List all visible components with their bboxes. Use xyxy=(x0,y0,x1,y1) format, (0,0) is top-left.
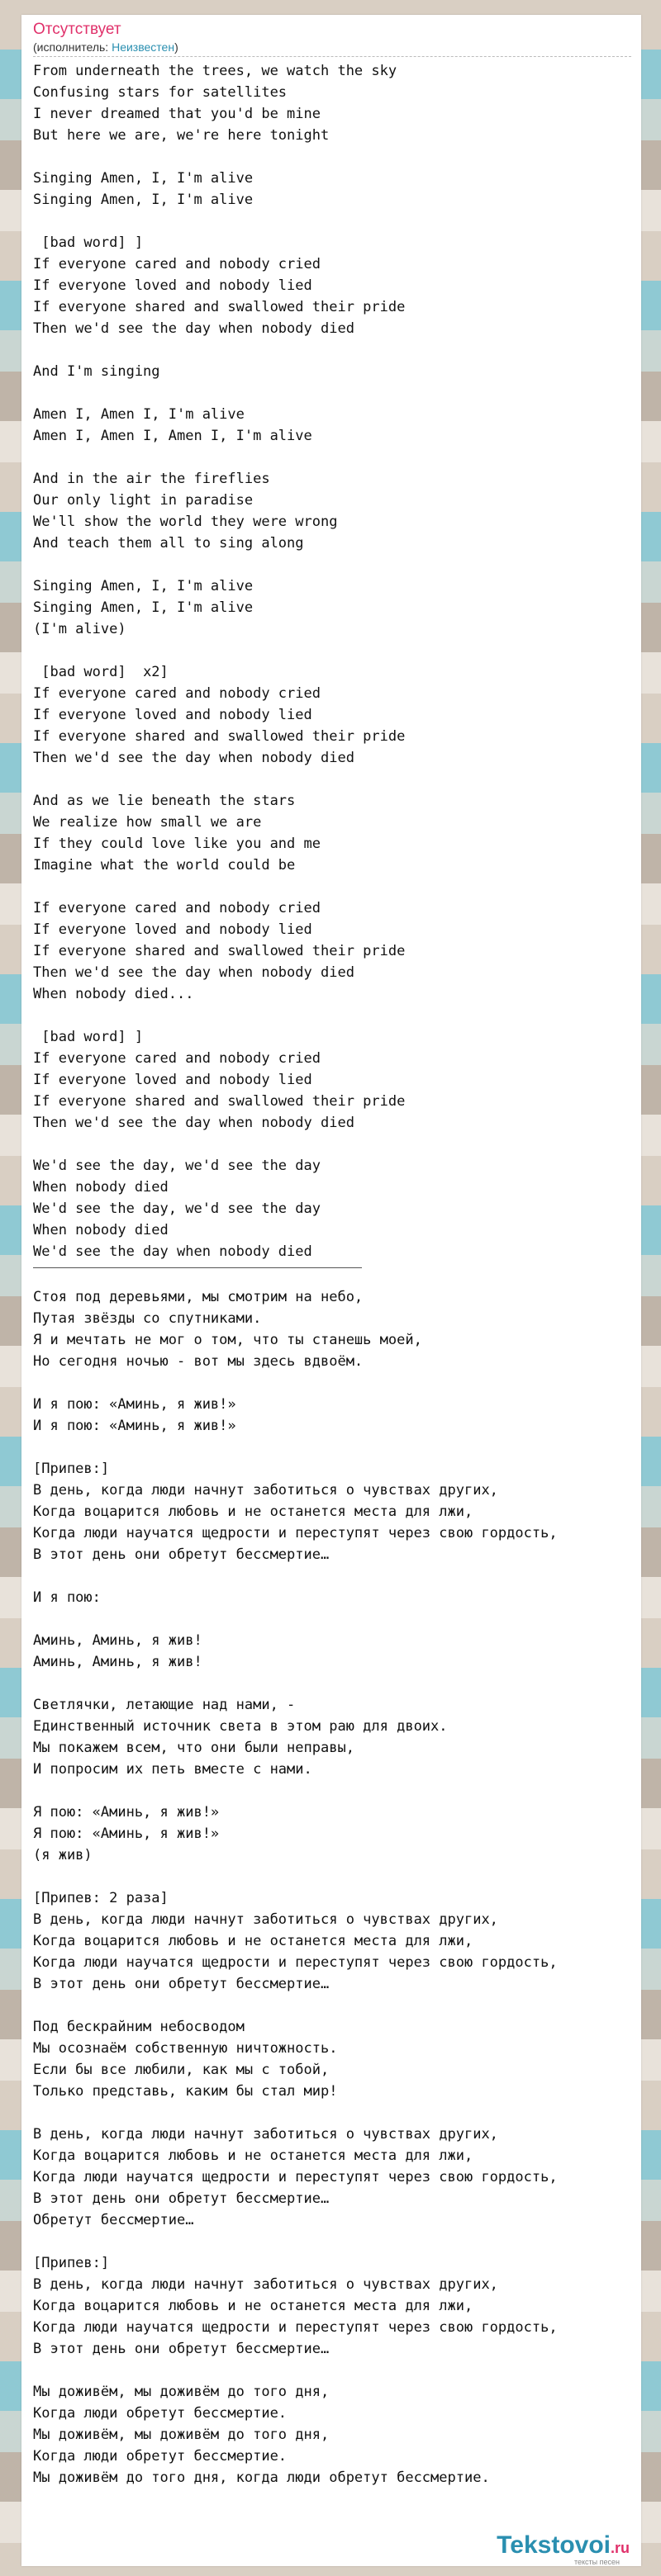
logo-tagline: тексты песен xyxy=(573,2558,620,2566)
logo-tld: .ru xyxy=(610,2540,630,2556)
artist-prefix: (исполнитель: xyxy=(33,40,112,54)
artist-suffix: ) xyxy=(174,40,178,54)
artist-link[interactable]: Неизвестен xyxy=(112,40,175,54)
lyrics-original: From underneath the trees, we watch the sky Confusing stars for satellites I never dreamed that you'd be mine But here we are, we're here tonight Singing Amen, I, I'm alive Singing Amen, I, I'm alive [bad word] ] If everyone cared and nobody cried If everyone loved and nobody lied If everyone shared and swallowed their pride Then we'd see the day when nobody died And I'm singing Amen I, Amen I, I'm alive Amen I, Amen I, Amen I, I'm alive And in the air the fireflies Our only light in paradise We'll show the world they were wrong And teach them all to sing along Singing Amen, I, I'm alive Singing Amen, I, I'm alive (I'm alive) [bad word] x2] If everyone cared and nobody cried If everyone loved and nobody lied If everyone shared and swallowed their pride Then we'd see the day when nobody died And as we lie beneath the stars We realize how small we are If they could love like you and me Imagine what the world could be If everyone cared and nobody cried If everyone loved and nobody lied If everyone shared and swallowed their pride Then we'd see the day when nobody died When nobody died... [bad word] ] If everyone cared and nobody cried If everyone loved and nobody lied If everyone shared and swallowed their pride Then we'd see the day when nobody died We'd see the day, we'd see the day When nobody died We'd see the day, we'd see the day When nobody died We'd see the day when nobody died xyxy=(33,63,406,1260)
translation-divider xyxy=(33,1267,362,1268)
artist-line xyxy=(33,40,631,57)
song-title: Отсутствует xyxy=(33,21,121,38)
lyrics-translation: Стоя под деревьями, мы смотрим на небо, Путая звёзды со спутниками. Я и мечтать не мог о том, что ты станешь моей, Но сегодня ночью - вот мы здесь вдвоём. И я пою: «Аминь, я жив!» И я пою: «Аминь, я жив!» [Припев:] В день, когда люди начнут заботиться о чувствах других, Когда воцарится любовь и не останется места для лжи, Когда люди научатся щедрости и переступят через свою гордость, В этот день они обретут бессмертие… И я пою: Аминь, Аминь, я жив! Аминь, Аминь, я жив! Светлячки, летающие над нами, - Единственный источник света в этом раю для двоих. Мы покажем всем, что они были неправы, И попросим их петь вместе с нами. Я пою: «Аминь, я жив!» Я пою: «Аминь, я жив!» (я жив) [Припев: 2 раза] В день, когда люди начнут заботиться о чувствах других, Когда воцарится любовь и не останется места для лжи, Когда люди научатся щедрости и переступят через свою гордость, В этот день они обретут бессмертие… Под бескрайним небосводом Мы осознаём собственную ничтожность. Если бы все любили, как мы с тобой, Только представь, каким бы стал мир! В день, когда люди начнут заботиться о чувствах других, Когда воцарится любовь и не останется места для лжи, Когда люди научатся щедрости и переступят через свою гордость, В этот день они обретут бессмертие… Обретут бессмертие… [Припев:] В день, когда люди начнут заботиться о чувствах других, Когда воцарится любовь и не останется места для лжи, Когда люди научатся щедрости и переступят через свою гордость, В этот день они обретут бессмертие… Мы доживём, мы доживём до того дня, Когда люди обретут бессмертие. Мы доживём, мы доживём до того дня, Когда люди обретут бессмертие. Мы доживём до того дня, когда люди обретут бессмертие. xyxy=(33,1289,558,2486)
lyrics-card xyxy=(21,15,641,2566)
logo-name: Tekstovoi xyxy=(497,2531,611,2559)
site-logo[interactable] xyxy=(497,2532,630,2561)
